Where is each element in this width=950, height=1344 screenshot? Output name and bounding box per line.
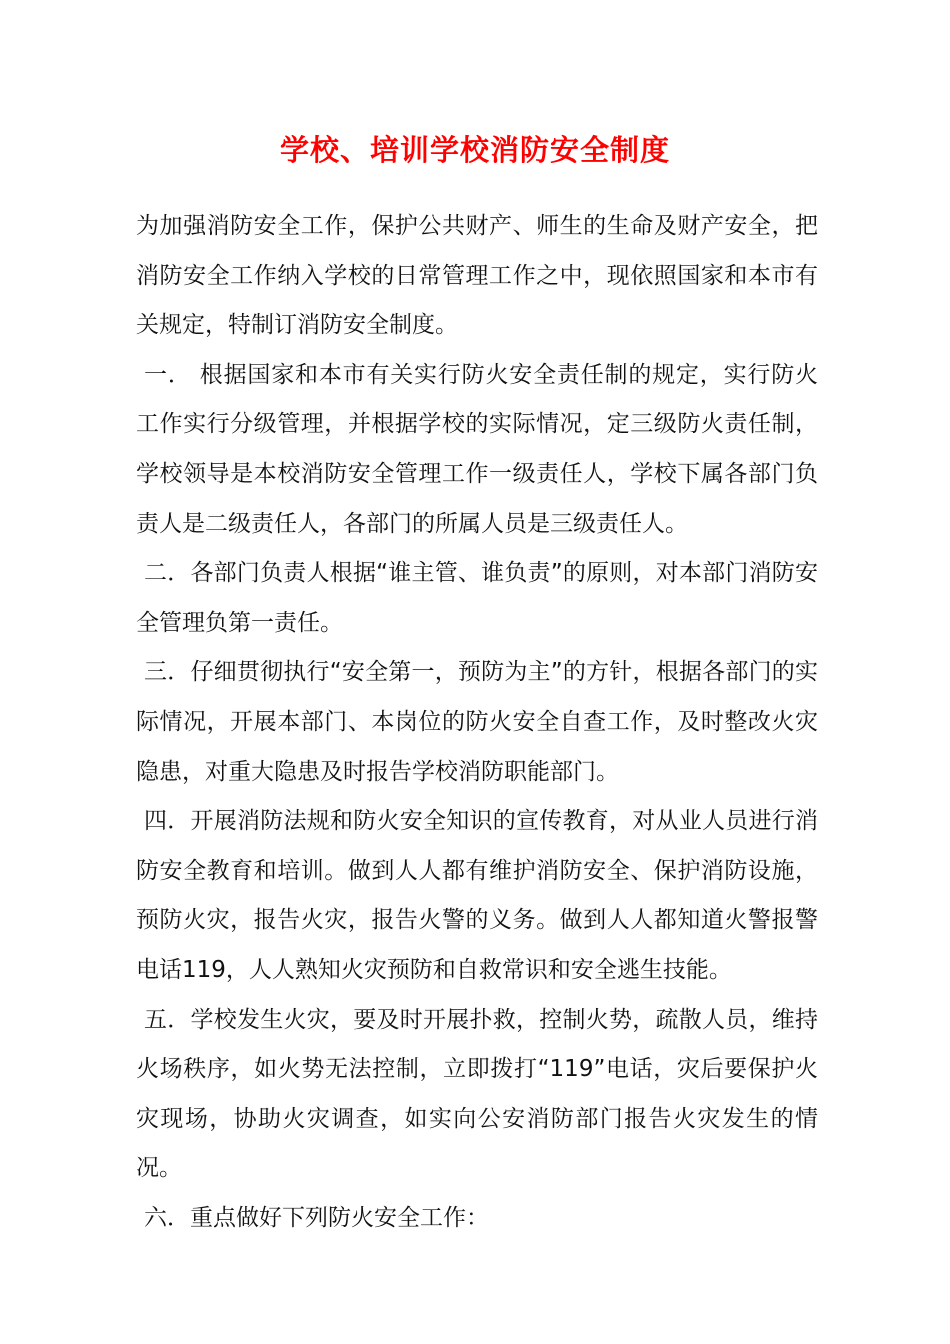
clause-6-paragraph: 六．重点做好下列防火安全工作： [144,1204,490,1231]
document-title: 学校、培训学校消防安全制度 [279,133,670,167]
document-body [136,202,818,1243]
intro-paragraph: 为加强消防安全工作，保护公共财产、师生的生命及财产安全，把消防安全工作纳入学校的日常管理工作之中，现依照国家和本市有关规定，特制订消防安全制度。 [136,213,818,339]
clause-2-paragraph: 二．各部门负责人根据“谁主管、谁负责”的原则，对本部门消防安全管理负第一责任。 [136,560,818,636]
clause-5-paragraph: 五．学校发生火灾，要及时开展扑救，控制火势，疏散人员，维持火场秩序，如火势无法控制，立即拨打“119”电话，灾后要保护火灾现场，协助火灾调查，如实向公安消防部门报告火灾发生的情况。 [136,1006,818,1182]
clause-4-paragraph: 四．开展消防法规和防火安全知识的宣传教育，对从业人员进行消防安全教育和培训。做到人人都有维护消防安全、保护消防设施，预防火灾，报告火灾，报告火警的义务。做到人人都知道火警报警电话119，人人熟知火灾预防和自救常识和安全逃生技能。 [136,808,818,983]
clause-1-paragraph: 一． 根据国家和本市有关实行防火安全责任制的规定，实行防火工作实行分级管理，并根据学校的实际情况，定三级防火责任制，学校领导是本校消防安全管理工作一级责任人，学校下属各部门负责人是二级责任人，各部门的所属人员是三级责任人。 [136,361,818,537]
clause-3-paragraph: 三．仔细贯彻执行“安全第一，预防为主”的方针，根据各部门的实际情况，开展本部门、本岗位的防火安全自查工作，及时整改火灾隐患，对重大隐患及时报告学校消防职能部门。 [136,659,818,785]
